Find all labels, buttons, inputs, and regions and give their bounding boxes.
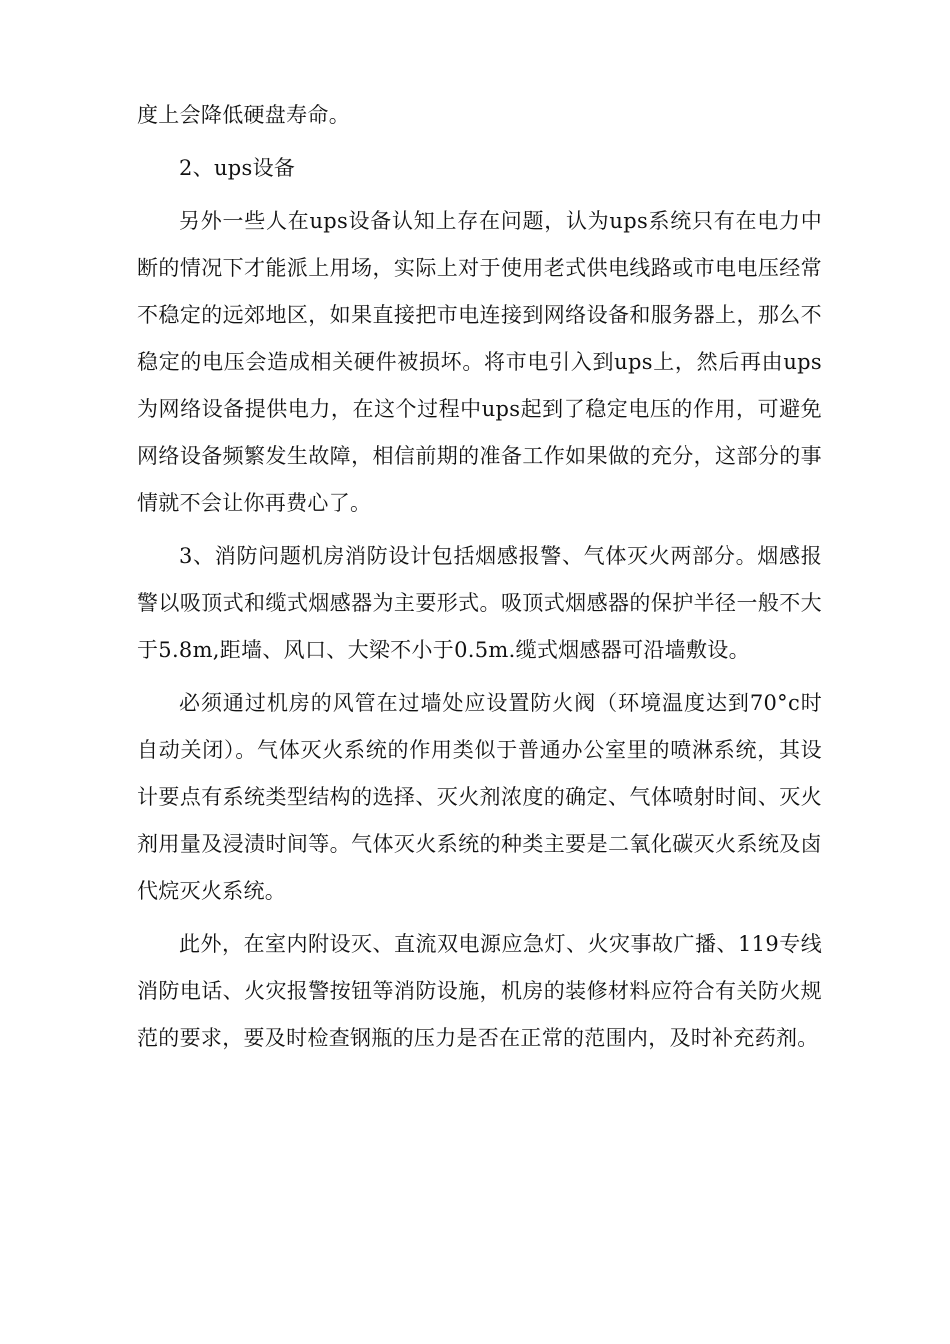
paragraph-facilities: 此外，在室内附设灭、直流双电源应急灯、火灾事故广播、119专线消防电话、火灾报警按钮等消防设施，机房的装修材料应符合有关防火规范的要求，要及时检查钢瓶的压力是否在正常的范围内，及时补充药剂。 (137, 932, 822, 1050)
paragraph-fire-protection: 3、消防问题机房消防设计包括烟感报警、气体灭火两部分。烟感报警以吸顶式和缆式烟感器为主要形式。吸顶式烟感器的保护半径一般不大于5.8m,距墙、风口、大梁不小于0.5m.缆式烟感器可沿墙敷设。 (137, 544, 822, 662)
document-body (137, 92, 822, 1068)
paragraph-ups: 另外一些人在ups设备认知上存在问题，认为ups系统只有在电力中断的情况下才能派上用场，实际上对于使用老式供电线路或市电电压经常不稳定的远郊地区，如果直接把市电连接到网络设备和服务器上，那么不稳定的电压会造成相关硬件被损坏。将市电引入到ups上，然后再由ups为网络设备提供电力，在这个过程中ups起到了稳定电压的作用，可避免网络设备频繁发生故障，相信前期的准备工作如果做的充分，这部分的事情就不会让你再费心了。 (137, 209, 822, 515)
paragraph-continuation: 度上会降低硬盘寿命。 (137, 103, 350, 127)
paragraph-fire-damper: 必须通过机房的风管在过墙处应设置防火阀（环境温度达到70°c时自动关闭）。气体灭火系统的作用类似于普通办公室里的喷淋系统，其设计要点有系统类型结构的选择、灭火剂浓度的确定、气体喷射时间、灭火剂用量及浸渍时间等。气体灭火系统的种类主要是二氧化碳灭火系统及卤代烷灭火系统。 (137, 691, 822, 903)
section-heading-ups: 2、ups设备 (179, 156, 296, 180)
